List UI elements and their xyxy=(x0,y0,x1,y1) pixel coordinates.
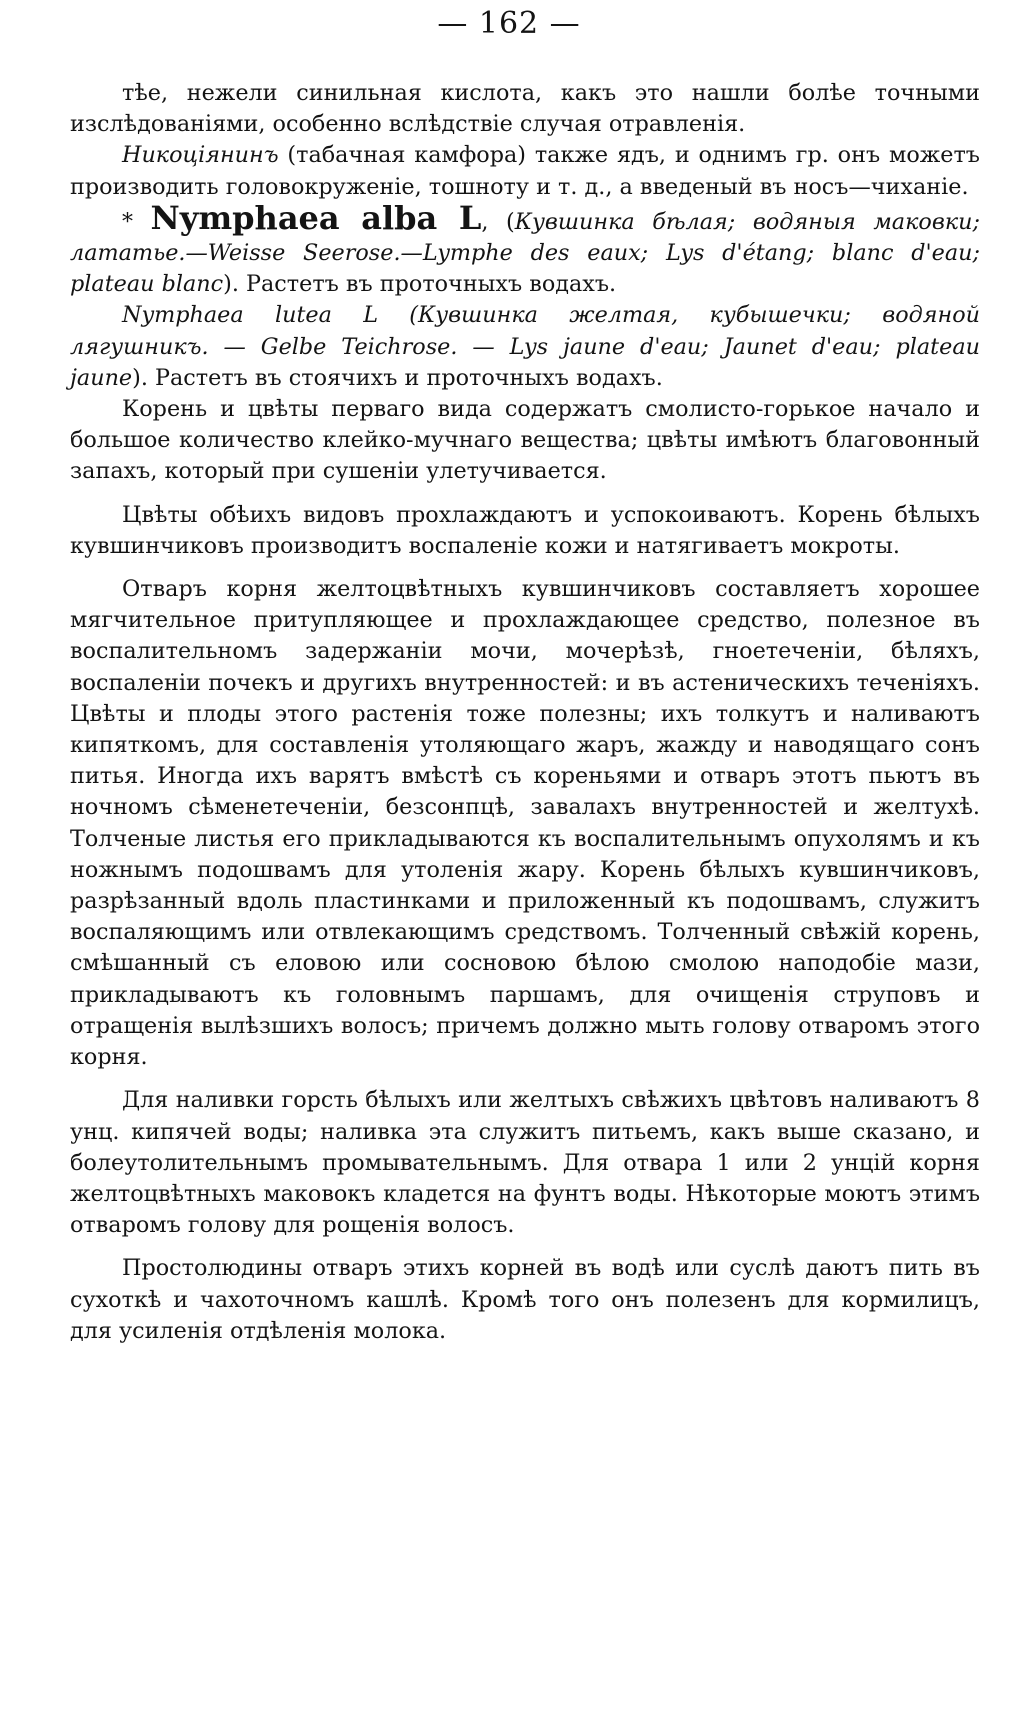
text-span: Цвѣты обѣихъ видовъ прохлаждаютъ и успокоиваютъ. Корень бѣлыхъ кувшинчиковъ производитъ воспаленіе кожи и натягиваетъ мокроты. xyxy=(70,501,980,559)
paragraph-folk-use xyxy=(70,1253,980,1347)
term-nicotianin: Никоціянинъ xyxy=(122,142,279,169)
paragraph-decoction-uses xyxy=(70,574,980,1073)
paragraph-nymphaea-alba xyxy=(70,198,981,301)
text-span: , ( xyxy=(481,208,515,235)
text-span: тѣе, нежели синильная кислота, какъ это нашли болѣе точными изслѣдованіями, особенно вслѣдствіе случая отравленія. xyxy=(70,80,980,138)
text-span: ). Растетъ въ проточныхъ водахъ. xyxy=(223,271,617,298)
paragraph-cyanic-acid xyxy=(70,78,980,140)
paragraph-nicotianin xyxy=(70,140,980,202)
page-number: — 162 — xyxy=(437,6,581,41)
paragraph-flowers-effect xyxy=(70,500,980,562)
species-heading-alba: Nymphaea alba L xyxy=(150,198,482,237)
text-span: Простолюдины отваръ этихъ корней въ водѣ или суслѣ даютъ пить въ сухоткѣ и чахоточномъ кашлѣ. Кромѣ того онъ полезенъ для кормилицъ, для усиленія отдѣленія молока. xyxy=(70,1255,980,1344)
paragraph-composition xyxy=(70,394,980,488)
text-body xyxy=(70,78,980,1347)
synonyms-lutea: Nymphaea lutea L (Кувшинка желтая, кубышечки; водяной лягушникъ. — Gelbe Teichrose. — Lys jaune d'eau; Jaunet d'eau; plateau jaune xyxy=(70,302,980,391)
synonyms-alba: Кувшинка бѣлая; водяныя маковки; лататье.—Weisse Seerose.—Lymphe des eaux; Lys d'étang; blanc d'eau; plateau blanc xyxy=(70,208,981,298)
text-span: Корень и цвѣты перваго вида содержатъ смолисто-горькое начало и большое количество клейко-мучнаго вещества; цвѣты имѣютъ благовонный запахъ, который при сушеніи улетучивается. xyxy=(70,396,980,485)
text-span: ). Растетъ въ стоячихъ и проточныхъ водахъ. xyxy=(132,364,663,391)
text-span: Для наливки горсть бѣлыхъ или желтыхъ свѣжихъ цвѣтовъ наливаютъ 8 унц. кипячей воды; наливка эта служитъ питьемъ, какъ выше сказано, и болеутолительнымъ промывательнымъ. Для отвара 1 или 2 унцій корня желтоцвѣтныхъ маковокъ кладется на фунтъ воды. Нѣкоторые моютъ этимъ отваромъ голову для рощенія волосъ. xyxy=(70,1087,980,1239)
paragraph-nymphaea-lutea xyxy=(70,300,980,394)
text-span: Отваръ корня желтоцвѣтныхъ кувшинчиковъ составляетъ хорошее мягчительное притупляющее и прохлаждающее средство, полезное въ воспалительномъ задержаніи мочи, мочерѣзѣ, гноетеченіи, бѣляхъ, воспаленіи почекъ и другихъ внутренностей: и въ астеническихъ теченіяхъ. Цвѣты и плоды этого растенія тоже полезны; ихъ толкутъ и наливаютъ кипяткомъ, для составленія утоляющаго жаръ, жажду и наводящаго сонъ питья. Иногда ихъ варятъ вмѣстѣ съ кореньями и отваръ этотъ пьютъ въ ночномъ сѣменетеченіи, безсонпцѣ, завалахъ внутренностей и желтухѣ. Толченые листья его прикладываются къ воспалительнымъ опухолямъ и къ ножнымъ подошвамъ для утоленія жару. Корень бѣлыхъ кувшинчиковъ, разрѣзанный вдоль пластинками и приложенный къ подошвамъ, служитъ воспаляющимъ или отвлекающимъ средствомъ. Толченный свѣжій корень, смѣшанный съ еловою или сосновою бѣлою смолою наподобіе мази, прикладываютъ къ головнымъ паршамъ, для очищенія струповъ и отращенія вылѣзшихъ волосъ; причемъ должно мыть голову отваромъ этого корня. xyxy=(70,576,980,1071)
paragraph-infusion-recipe xyxy=(70,1085,980,1241)
text-span: (табачная камфора) также ядъ, и однимъ гр. онъ можетъ производить головокруженіе, тошноту и т. д., а введеный въ носъ—чиханіе. xyxy=(70,142,980,200)
asterisk-mark: * xyxy=(122,209,151,235)
